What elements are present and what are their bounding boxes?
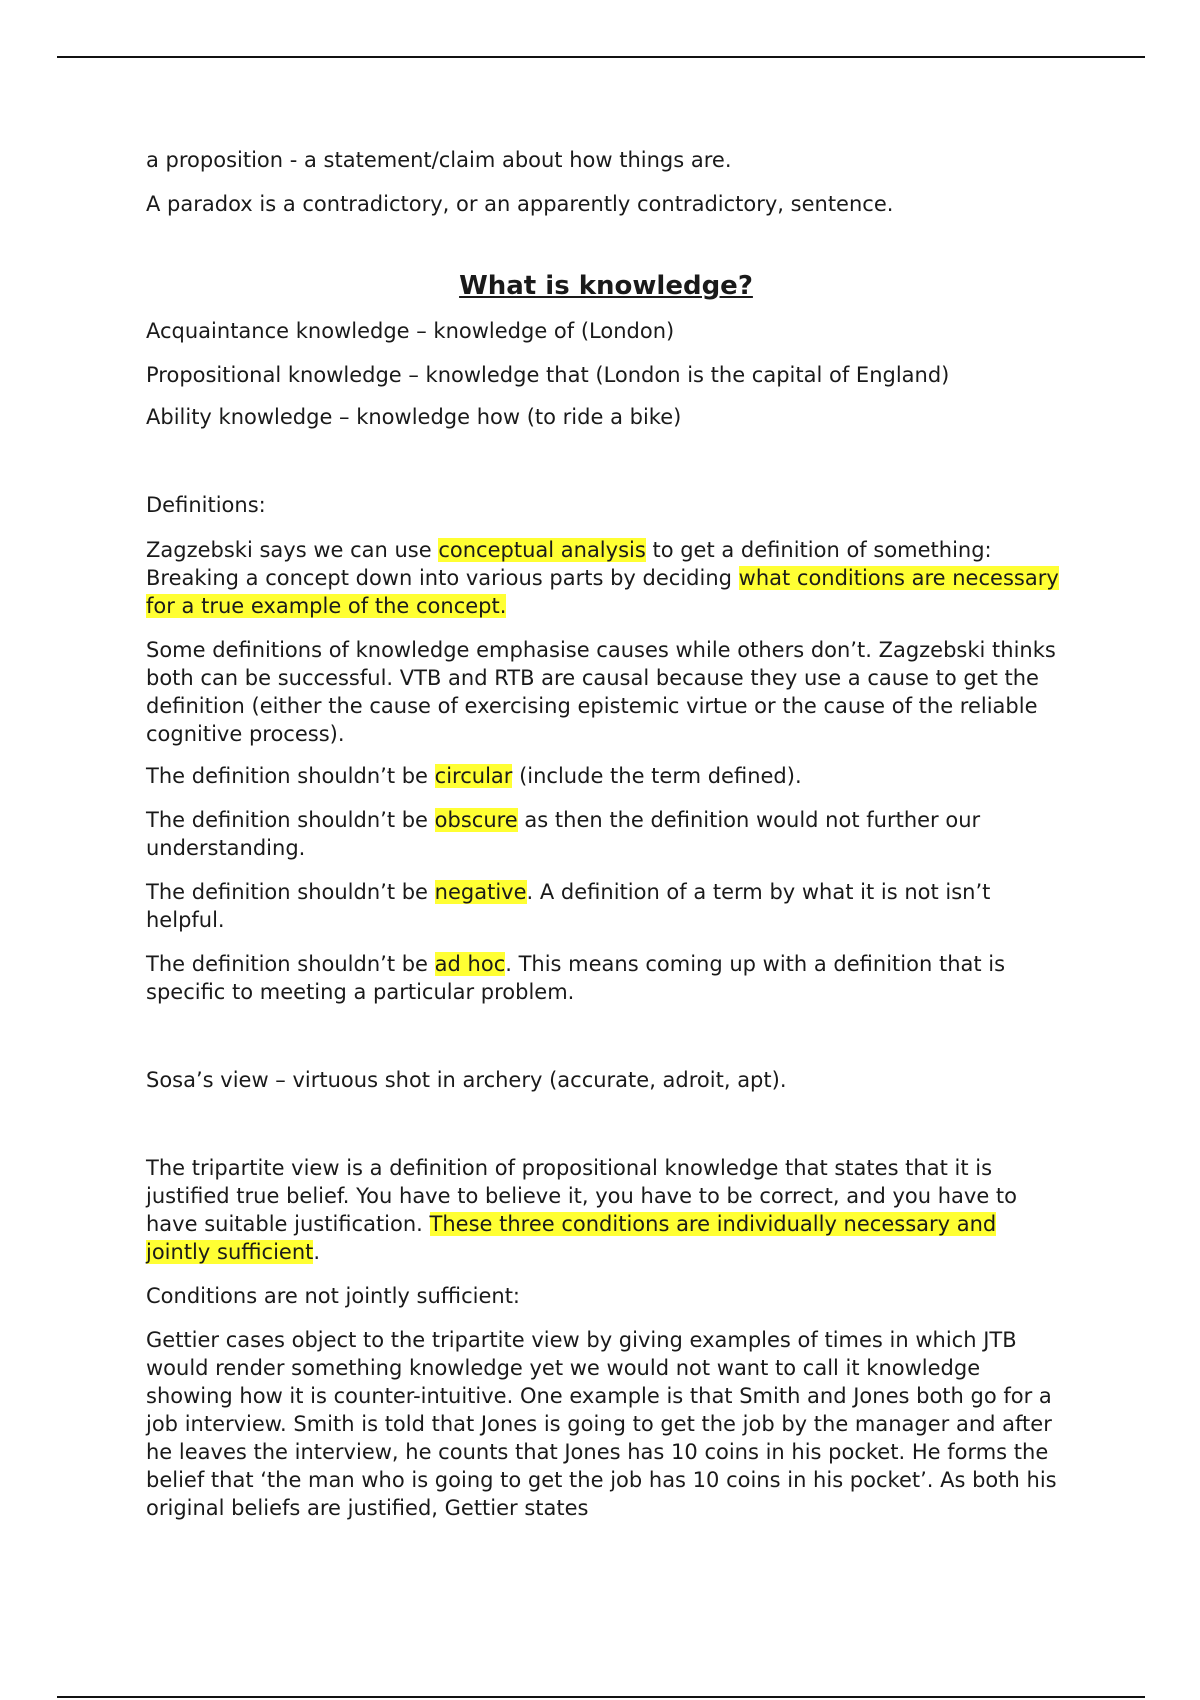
highlight-negative: negative — [434, 880, 527, 904]
sosa-line: Sosa’s view – virtuous shot in archery (accurate, adroit, apt). — [146, 1068, 787, 1092]
page-title-text: What is knowledge? — [459, 271, 753, 301]
highlight-jointly-sufficient: These three conditions are individually necessary and jointly sufficient — [146, 1212, 997, 1264]
highlight-necessary-conditions: what conditions are necessary for a true example of the concept. — [146, 566, 1059, 618]
rule-obscure: The definition shouldn’t be obscure as then the definition would not further our understanding. — [146, 808, 981, 860]
proposition-line: a proposition - a statement/claim about how things are. — [146, 148, 732, 172]
bottom-rule — [57, 1696, 1145, 1698]
definitions-label: Definitions: — [146, 493, 266, 517]
highlight-circular: circular — [434, 764, 513, 788]
ability-knowledge: Ability knowledge – knowledge how (to ride a bike) — [146, 405, 682, 429]
top-rule — [57, 56, 1145, 58]
document-body — [146, 146, 1066, 1522]
highlight-ad-hoc: ad hoc — [434, 952, 506, 976]
rule-circular: The definition shouldn’t be circular (include the term defined). — [146, 764, 802, 788]
rule-negative: The definition shouldn’t be negative. A definition of a term by what it is not isn’t helpful. — [146, 880, 991, 932]
rule-adhoc: The definition shouldn’t be ad hoc. This means coming up with a definition that is specific to meeting a particular problem. — [146, 952, 1006, 1004]
causes-paragraph: Some definitions of knowledge emphasise causes while others don’t. Zagzebski thinks both can be successful. VTB and RTB are causal because they use a cause to get the definition (either the cause of exercising epistemic virtue or the cause of the reliable cognitive process). — [146, 638, 1056, 746]
page-title — [146, 270, 1066, 302]
tripartite-paragraph: The tripartite view is a definition of propositional knowledge that states that it is justified true belief. You have to believe it, you have to be correct, and you have to have suitable justification. These three conditions are individually necessary and jointly sufficient. — [146, 1156, 1017, 1264]
paradox-line: A paradox is a contradictory, or an apparently contradictory, sentence. — [146, 192, 894, 216]
gettier-paragraph: Gettier cases object to the tripartite view by giving examples of times in which JTB would render something knowledge yet we would not want to call it knowledge showing how it is counter-intuitive. One example is that Smith and Jones both go for a job interview. Smith is told that Jones is going to get the job by the manager and after he leaves the interview, he counts that Jones has 10 coins in his pocket. He forms the belief that ‘the man who is going to get the job has 10 coins in his pocket’. As both his original beliefs are justified, Gettier states — [146, 1328, 1057, 1520]
highlight-conceptual-analysis: conceptual analysis — [438, 538, 646, 562]
not-sufficient-label: Conditions are not jointly sufficient: — [146, 1284, 521, 1308]
propositional-knowledge: Propositional knowledge – knowledge that (London is the capital of England) — [146, 363, 950, 387]
zagzebski-paragraph: Zagzebski says we can use conceptual analysis to get a definition of something: Breaking a concept down into various parts by deciding what conditions are necessary for a true example of the concept. — [146, 538, 1059, 618]
acquaintance-knowledge: Acquaintance knowledge – knowledge of (London) — [146, 319, 675, 343]
highlight-obscure: obscure — [434, 808, 518, 832]
